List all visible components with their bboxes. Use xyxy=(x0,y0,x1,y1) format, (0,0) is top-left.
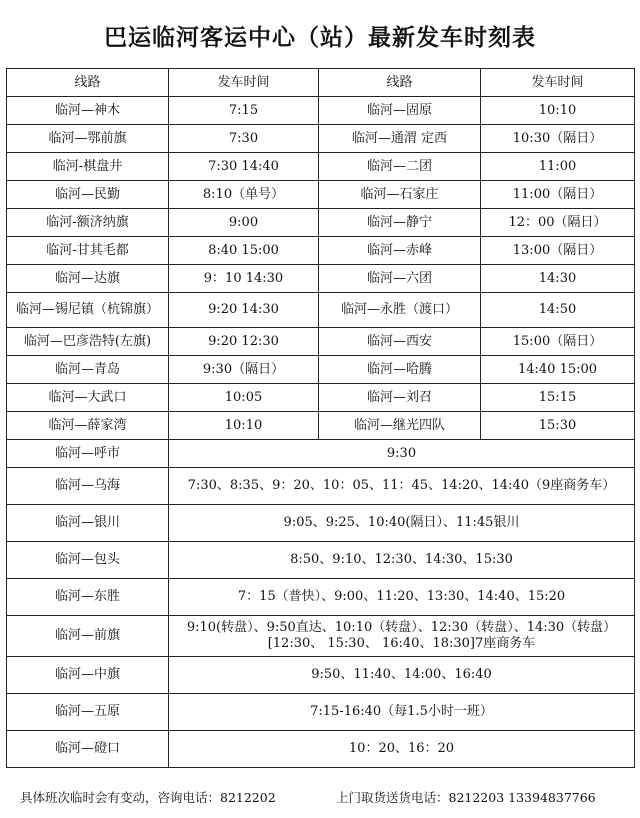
time-cell: 11:00（隔日） xyxy=(481,181,635,209)
table-row-wide xyxy=(7,616,635,657)
route-cell: 临河—固原 xyxy=(319,97,481,125)
time-cell: 15:00（隔日） xyxy=(481,328,635,356)
route-cell: 临河—继光四队 xyxy=(319,412,481,440)
times-cell: 9:50、11:40、14:00、16:40 xyxy=(169,657,635,694)
time-cell: 12：00（隔日） xyxy=(481,209,635,237)
time-cell: 7:15 xyxy=(169,97,319,125)
header-time-right: 发车时间 xyxy=(481,69,635,97)
route-cell: 临河—神木 xyxy=(7,97,169,125)
time-cell: 7:30 14:40 xyxy=(169,153,319,181)
route-cell: 临河—静宁 xyxy=(319,209,481,237)
route-cell: 临河—六团 xyxy=(319,265,481,293)
time-cell: 11:00 xyxy=(481,153,635,181)
header-time-left: 发车时间 xyxy=(169,69,319,97)
table-row-wide xyxy=(7,468,635,505)
times-cell: 7:15-16:40（每1.5小时一班） xyxy=(169,694,635,731)
route-cell: 临河-额济纳旗 xyxy=(7,209,169,237)
time-cell: 13:00（隔日） xyxy=(481,237,635,265)
time-cell: 9：10 14:30 xyxy=(169,265,319,293)
times-cell: 7：15（普快）、9:00、11:20、13:30、14:40、15:20 xyxy=(169,579,635,616)
time-cell: 9:20 12:30 xyxy=(169,328,319,356)
route-cell: 临河—西安 xyxy=(319,328,481,356)
route-cell: 临河—鄂前旗 xyxy=(7,125,169,153)
route-cell: 临河—永胜（渡口） xyxy=(319,293,481,328)
table-row xyxy=(7,181,635,209)
route-cell: 临河—呼市 xyxy=(7,440,169,468)
time-cell: 10:05 xyxy=(169,384,319,412)
header-route-left: 线路 xyxy=(7,69,169,97)
times-cell: 7:30、8:35、9：20、10：05、11：45、14:20、14:40（9座商务车） xyxy=(169,468,635,505)
table-row xyxy=(7,293,635,328)
time-cell: 15:30 xyxy=(481,412,635,440)
route-cell: 临河—锡尼镇（杭锦旗） xyxy=(7,293,169,328)
times-cell: 8:50、9:10、12:30、14:30、15:30 xyxy=(169,542,635,579)
time-cell: 10:30（隔日） xyxy=(481,125,635,153)
time-cell: 9:00 xyxy=(169,209,319,237)
time-cell: 14:50 xyxy=(481,293,635,328)
footer-delivery-text: 上门取货送货电话：8212203 13394837766 xyxy=(336,790,596,805)
route-cell: 临河—青岛 xyxy=(7,356,169,384)
table-row xyxy=(7,153,635,181)
time-cell: 9:30（隔日） xyxy=(169,356,319,384)
table-row-wide xyxy=(7,542,635,579)
footer-note xyxy=(6,788,634,808)
time-cell: 7:30 xyxy=(169,125,319,153)
route-cell: 临河—达旗 xyxy=(7,265,169,293)
time-cell: 14:30 xyxy=(481,265,635,293)
route-cell: 临河—哈腾 xyxy=(319,356,481,384)
route-cell: 临河—包头 xyxy=(7,542,169,579)
route-cell: 临河—薛家湾 xyxy=(7,412,169,440)
table-row-wide xyxy=(7,657,635,694)
route-cell: 临河—通渭 定西 xyxy=(319,125,481,153)
route-cell: 临河-甘其毛都 xyxy=(7,237,169,265)
table-row xyxy=(7,97,635,125)
route-cell: 临河—巴彦浩特(左旗) xyxy=(7,328,169,356)
route-cell: 临河—二团 xyxy=(319,153,481,181)
table-row xyxy=(7,384,635,412)
time-cell: 14:40 15:00 xyxy=(481,356,635,384)
route-cell: 临河—乌海 xyxy=(7,468,169,505)
table-row xyxy=(7,265,635,293)
table-row-wide xyxy=(7,694,635,731)
table-row xyxy=(7,356,635,384)
table-row xyxy=(7,328,635,356)
route-cell: 临河-棋盘井 xyxy=(7,153,169,181)
route-cell: 临河—五原 xyxy=(7,694,169,731)
route-cell: 临河—石家庄 xyxy=(319,181,481,209)
route-cell: 临河—中旗 xyxy=(7,657,169,694)
time-cell: 15:15 xyxy=(481,384,635,412)
header-route-right: 线路 xyxy=(319,69,481,97)
table-row-wide xyxy=(7,505,635,542)
page-title: 巴运临河客运中心（站）最新发车时刻表 xyxy=(104,24,536,51)
route-cell: 临河—东胜 xyxy=(7,579,169,616)
time-cell: 10:10 xyxy=(169,412,319,440)
time-cell: 8:10（单号） xyxy=(169,181,319,209)
route-cell: 临河—赤峰 xyxy=(319,237,481,265)
departure-timetable xyxy=(6,68,635,768)
table-row xyxy=(7,125,635,153)
route-cell: 临河—前旗 xyxy=(7,616,169,657)
route-cell: 临河—刘召 xyxy=(319,384,481,412)
table-row xyxy=(7,209,635,237)
time-cell: 10:10 xyxy=(481,97,635,125)
route-cell: 临河—银川 xyxy=(7,505,169,542)
times-cell: 10：20、16：20 xyxy=(169,731,635,768)
times-cell: 9:10(转盘）、9:50直达、10:10（转盘）、12:30（转盘）、14:30（转盘）[12:30、 15:30、 16:40、18:30]7座商务车 xyxy=(169,616,635,657)
times-cell: 9:05、9:25、10:40(隔日）、11:45银川 xyxy=(169,505,635,542)
time-cell: 9:20 14:30 xyxy=(169,293,319,328)
table-row xyxy=(7,412,635,440)
route-cell: 临河—大武口 xyxy=(7,384,169,412)
table-header-row xyxy=(7,69,635,97)
table-row-wide xyxy=(7,579,635,616)
table-row-wide xyxy=(7,440,635,468)
route-cell: 临河—磴口 xyxy=(7,731,169,768)
table-row-wide xyxy=(7,731,635,768)
table-row xyxy=(7,237,635,265)
footer-inquiry-text: 具体班次临时会有变动，咨询电话：8212202 xyxy=(20,790,276,805)
times-cell: 9:30 xyxy=(169,440,635,468)
route-cell: 临河—民勤 xyxy=(7,181,169,209)
time-cell: 8:40 15:00 xyxy=(169,237,319,265)
